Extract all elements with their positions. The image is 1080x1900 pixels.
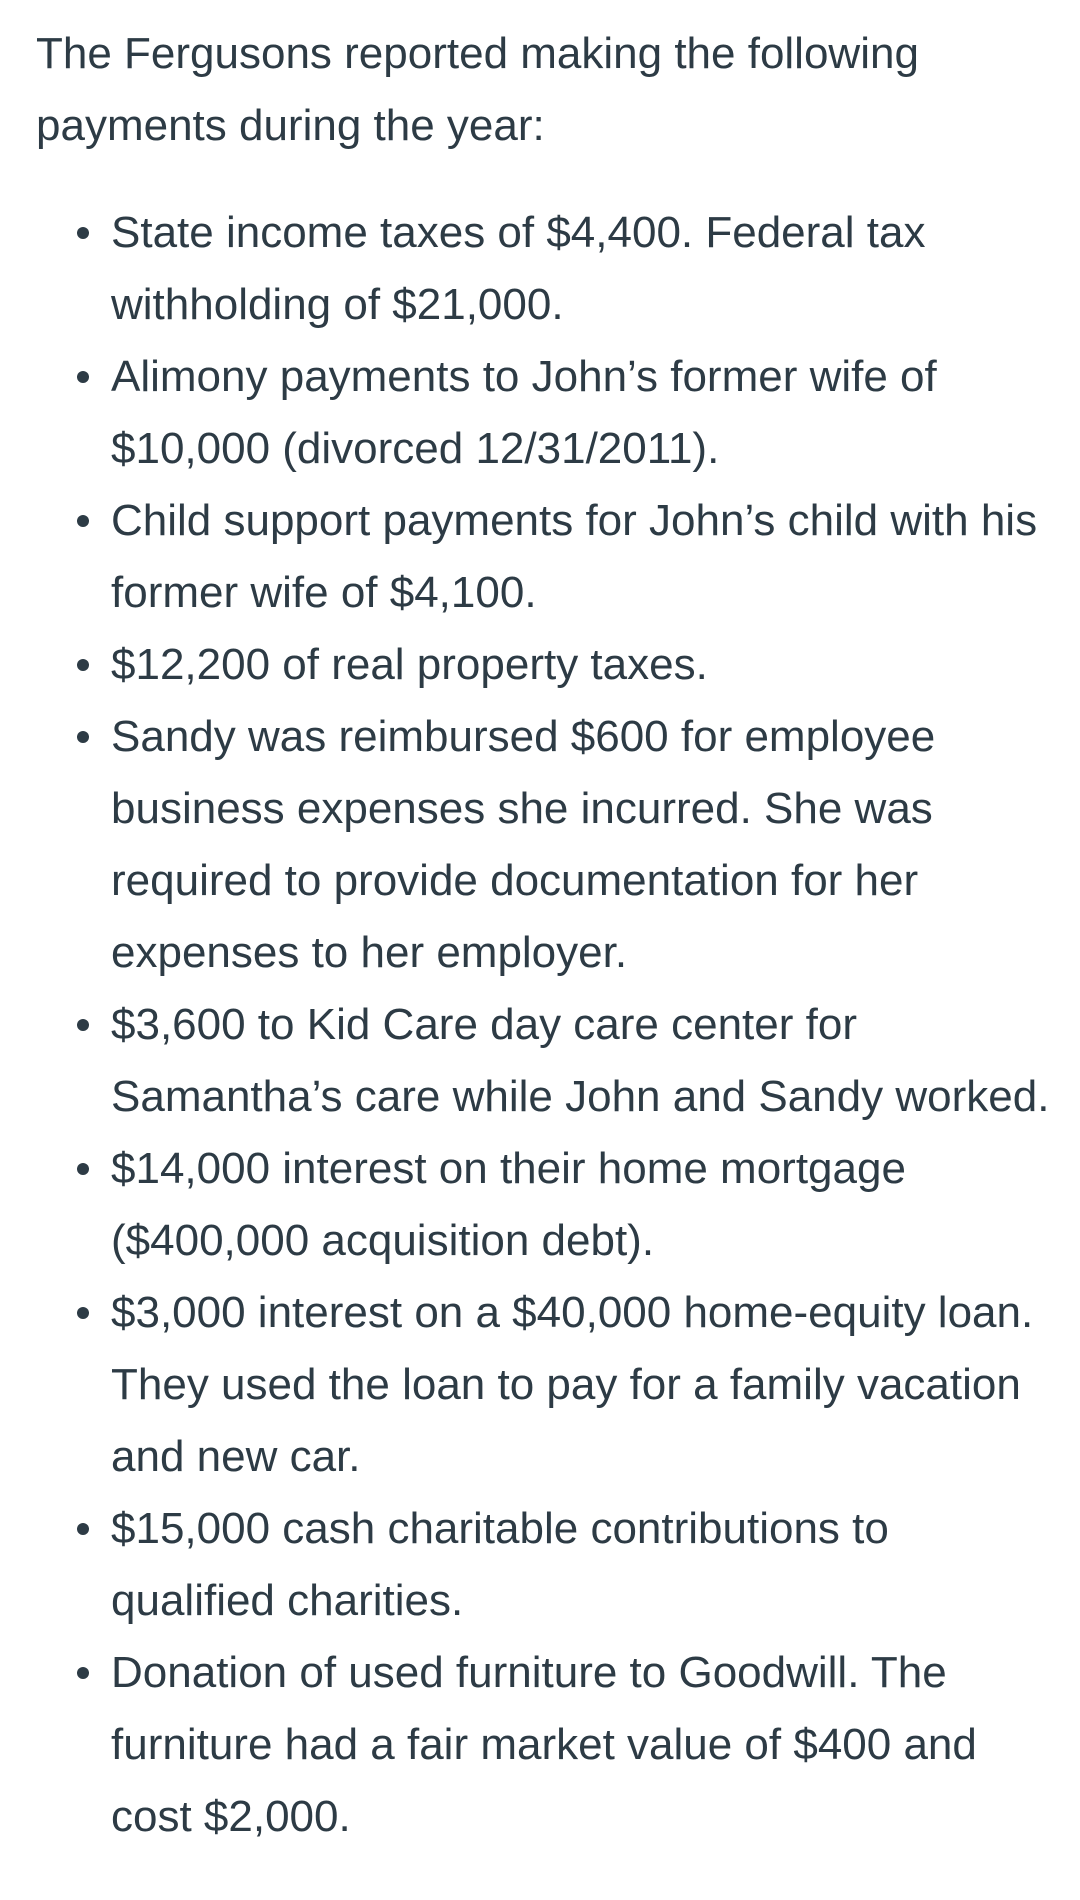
bullet-icon <box>77 659 89 671</box>
bullet-icon <box>77 731 89 743</box>
bullet-icon <box>77 1307 89 1319</box>
list-item-state-taxes <box>0 197 1080 341</box>
list-item-mortgage-interest <box>0 1133 1080 1277</box>
bullet-icon <box>77 1667 89 1679</box>
bullet-icon <box>77 1019 89 1031</box>
list-item-text: $15,000 cash charitable contributions to qualified charities. <box>111 1504 889 1625</box>
list-item-alimony <box>0 341 1080 485</box>
list-item-text: Alimony payments to John’s former wife of $10,000 (divorced 12/31/2011). <box>111 352 937 473</box>
list-item-child-support <box>0 485 1080 629</box>
list-item-text: $12,200 of real property taxes. <box>111 640 708 689</box>
bullet-icon <box>77 515 89 527</box>
list-item-day-care <box>0 989 1080 1133</box>
list-item-home-equity-interest <box>0 1277 1080 1493</box>
list-item-furniture-donation <box>0 1637 1080 1853</box>
list-item-text: State income taxes of $4,400. Federal tax withholding of $21,000. <box>111 208 926 329</box>
list-item-text: Sandy was reimbursed $600 for employee business expenses she incurred. She was required to provide documentation for her expenses to her employer. <box>111 712 936 977</box>
list-item-text: $14,000 interest on their home mortgage ($400,000 acquisition debt). <box>111 1144 906 1265</box>
list-item-business-expenses <box>0 701 1080 989</box>
list-item-property-taxes <box>0 629 1080 701</box>
list-item-text: $3,600 to Kid Care day care center for Samantha’s care while John and Sandy worked. <box>111 1000 1050 1121</box>
bullet-icon <box>77 1523 89 1535</box>
bullet-icon <box>77 1163 89 1175</box>
bullet-icon <box>77 371 89 383</box>
list-item-text: Donation of used furniture to Goodwill. The furniture had a fair market value of $400 and cost $2,000. <box>111 1648 977 1841</box>
list-item-text: $3,000 interest on a $40,000 home-equity loan. They used the loan to pay for a family vacation and new car. <box>111 1288 1034 1481</box>
bullet-icon <box>77 227 89 239</box>
payments-list <box>0 197 1080 1853</box>
intro-paragraph: The Fergusons reported making the following payments during the year: <box>36 29 919 150</box>
list-item-text: Child support payments for John’s child with his former wife of $4,100. <box>111 496 1038 617</box>
list-item-cash-contributions <box>0 1493 1080 1637</box>
